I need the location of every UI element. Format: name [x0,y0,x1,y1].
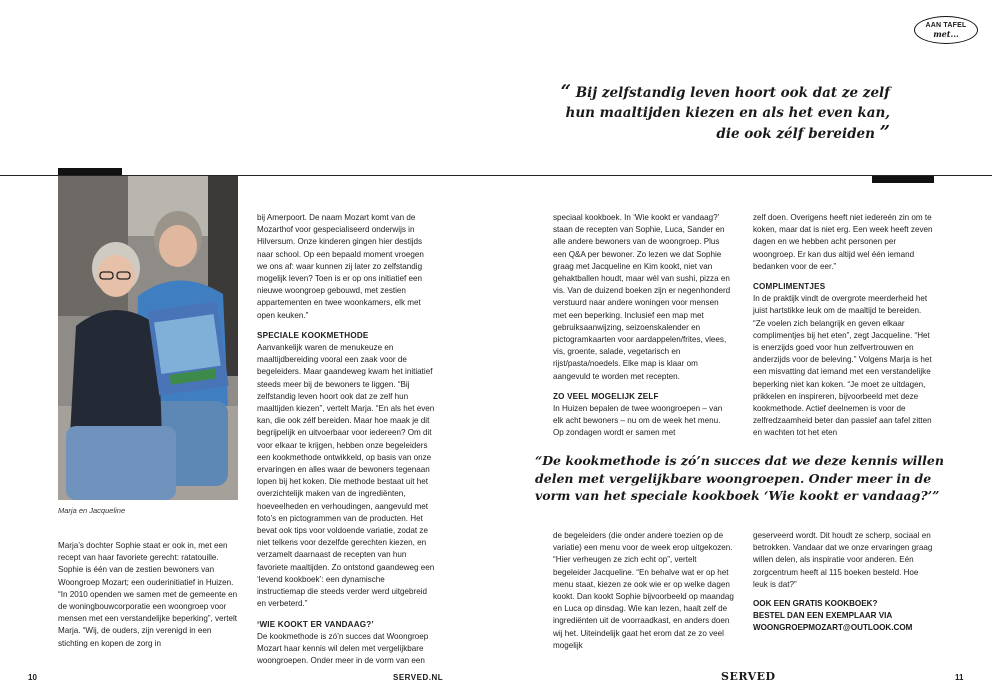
page-number-right: 11 [955,673,964,682]
col1-paragraph: Marja’s dochter Sophie staat er ook in, met een recept van haar favoriete gerecht: ratatouille. Sophie is één van de zestien bewoners van Woongroep Mozart; een ouderinitiatief in Huizen. “In 2010 openden we samen met de gemeente en de woningbouwcorporatie een woongroep voor mensen met een verstandelijke beperking”, vertelt Marja. “Wij, de ouders, zijn verenigd in een stichting en kopen de zorg in [58,541,238,648]
col4-paragraph-2: In de praktijk vindt de overgrote meerderheid het juist hartstikke leuk om de maaltijd te bereiden. “Ze voelen zich belangrijk en geven elkaar complimentjes bij het eten”, zegt Jacqueline. “Het is enerzijds goed voor hun zelfvertrouwen en anderzijds voor de beleving.” Volgens Marja is het een misvatting dat iemand met een verstandelijke beperking niet kan koken. “Je moet ze uitdagen, prikkelen en inspireren, bijvoorbeeld met deze kookmethode. Actief deelnemen is voor de zelfredzaamheid beter dan passief aan tafel zitten en wachten tot het eten [753,294,932,438]
photo-caption: Marja en Jacqueline [58,506,126,515]
pullquote-top-line1: Bij zelfstandig leven hoort ook dat ze zelf [575,85,890,101]
pullquote-middle-text: De kookmethode is zó’n succes dat we deze kennis willen delen met vergelijkbare woongroepen. Onder meer in de vorm van het speciale kookboek ‘Wie kookt er vandaag?’ [535,453,944,503]
quote-close-mark: ” [879,122,890,143]
badge-line2: met... [933,29,959,39]
cta-email[interactable]: WOONGROEPMOZART@OUTLOOK.COM [753,623,913,633]
column-3-bottom [553,530,735,652]
col2-paragraph-1: bij Amerpoort. De naam Mozart komt van de Mozarthof voor gespecialiseerd onderwijs in Hilversum. Onze kinderen gingen hier destijds naar school. Op een bepaald moment vroegen we ons af: waar kunnen zij later zo zelfstandig mogelijk leven? Toen is er op ons initiatief een nieuwe woongroep gebouwd, met zestien appartementen en twee woonkamers, elk met open keuken.” [257,213,424,320]
column-3-top [553,212,733,440]
pullquote-top-line2: hun maaltijden kiezen en als het even kan, [565,105,890,121]
pullquote-middle [535,452,955,505]
heading-speciale-kookmethode: SPECIALE KOOKMETHODE [257,330,369,340]
heading-complimentjes: COMPLIMENTJES [753,282,826,292]
col3-paragraph-3: de begeleiders (die onder andere toezien op de variatie) een menu voor de week erop uitgekozen. “Hier verheugen ze zich echt op”, vertelt begeleider Jacqueline. “En behalve wat er op het menu staat, kiezen ze ook wie er op welke dagen kookt. Dan kookt Sophie bijvoorbeeld op maandag en Luca op dinsdag. Wie kan lezen, haalt zelf de ingrediënten uit de voorraadkast, en anders doen wij het. Uiteindelijk gaat het erom dat ze zo veel mogelijk [553,531,734,650]
cta-line1: OOK EEN GRATIS KOOKBOEK? [753,599,878,608]
col2-paragraph-2: Aanvankelijk waren de menukeuze en maaltijdbereiding vooral een zaak voor de begeleiders. Maar gaandeweg kwam het initiatief steeds meer bij de bewoners te liggen. “Bij zelfstandig leven hoort ook dat ze zelf hun maaltijden kiezen”, vertelt Marja. “En als het even kan, die ook zélf bereiden. Maar hoe maak je dit begrijpelijk en uitvoerbaar voor iedereen? Om dit voor elkaar te krijgen, hebben onze begeleiders een kookmethode ontwikkeld, op basis van onze ervaringen en alles waar de bewoners tegenaan lopen bij het koken. Die methode bestaat uit het overzichtelijk maken van de ingrediënten, hoeveelheden en verhoudingen, aangevuld met foto’s en pictogrammen van de producten. Het bevat ook tips voor voldoende variatie, zodat ze niet telkens voor dezelfde gerechten kiezen, en verzamelt daarnaast de recepten van hun favoriete maaltijden. Zo ontstond gaandeweg een ‘levend kookboek’: een dynamische instructiemap die steeds verder werd uitgebreid en verbeterd.” [257,343,435,609]
section-badge [914,16,978,44]
column-2 [257,212,435,667]
site-url[interactable]: SERVED.NL [393,673,444,682]
brand-logo: SERVED [721,670,776,683]
photo-marja-jacqueline [58,176,238,500]
quote-open-mark-2: “ [535,453,543,468]
heading-zo-veel-mogelijk-zelf: ZO VEEL MOGELIJK ZELF [553,391,659,401]
quote-close-mark-2: ” [932,488,940,503]
photo-illustration [58,176,238,500]
quote-open-mark: “ [560,81,571,102]
column-1 [58,540,240,650]
col2-paragraph-3: De kookmethode is zó’n succes dat Woongroep Mozart haar kennis wil delen met vergelijkbare woongroepen. Onder meer in de vorm van een [257,631,429,666]
col4-paragraph-1: zelf doen. Overigens heeft niet iedereén zin om te koken, maar dat is niet erg. Een week heeft zeven dagen en we hebben acht personen per woongroep. Er kan dus altijd wel één iemand bedanken voor de eer.” [753,213,933,271]
col4-paragraph-3: geserveerd wordt. Dit houdt ze scherp, sociaal en betrokken. Vandaar dat we onze ervaringen graag willen delen, als inspiratie voor anderen. Eén zorgcentrum heeft al 115 boeken besteld. Hoe leuk is dat?” [753,531,933,589]
order-cookbook-cta [753,598,943,635]
accent-bar-left [58,168,122,175]
pullquote-top-line3: die ook zélf bereiden [716,126,875,142]
page-number-left: 10 [28,673,37,682]
col3-paragraph-2: In Huizen bepalen de twee woongroepen – van elk acht bewoners – nu om de week het menu. Op zondagen wordt er samen met [553,404,723,438]
column-4-top [753,212,935,440]
accent-bar-right [872,176,934,183]
col3-paragraph-1: speciaal kookboek. In ‘Wie kookt er vandaag?’ staan de recepten van Sophie, Luca, Sander en alle andere bewoners van de woongroep. Plus een Q&A per bewoner. Zo lezen we dat Sophie graag met Jacqueline en Kim kookt, niet van gehaktballen houdt, maar wél van sushi, pizza en vis. Van de duizend boeken zijn er negenhonderd verstuurd naar andere woningen voor mensen met een beperking. Inclusief een map met gebruiksaanwijzing, seizoenskalender en pictogramkaarten voor aardappelen/frites, vlees, vis, groente, salade, vegetarisch en rijst/pasta/noedels. Elke map is klaar om aangevuld te worden met recepten. [553,213,731,381]
column-4-bottom [753,530,935,591]
cta-line2: BESTEL DAN EEN EXEMPLAAR VIA [753,611,893,621]
badge-line1: AAN TAFEL [925,22,967,29]
pullquote-top [560,82,890,144]
heading-wie-kookt: ‘WIE KOOKT ER VANDAAG?’ [257,619,374,629]
